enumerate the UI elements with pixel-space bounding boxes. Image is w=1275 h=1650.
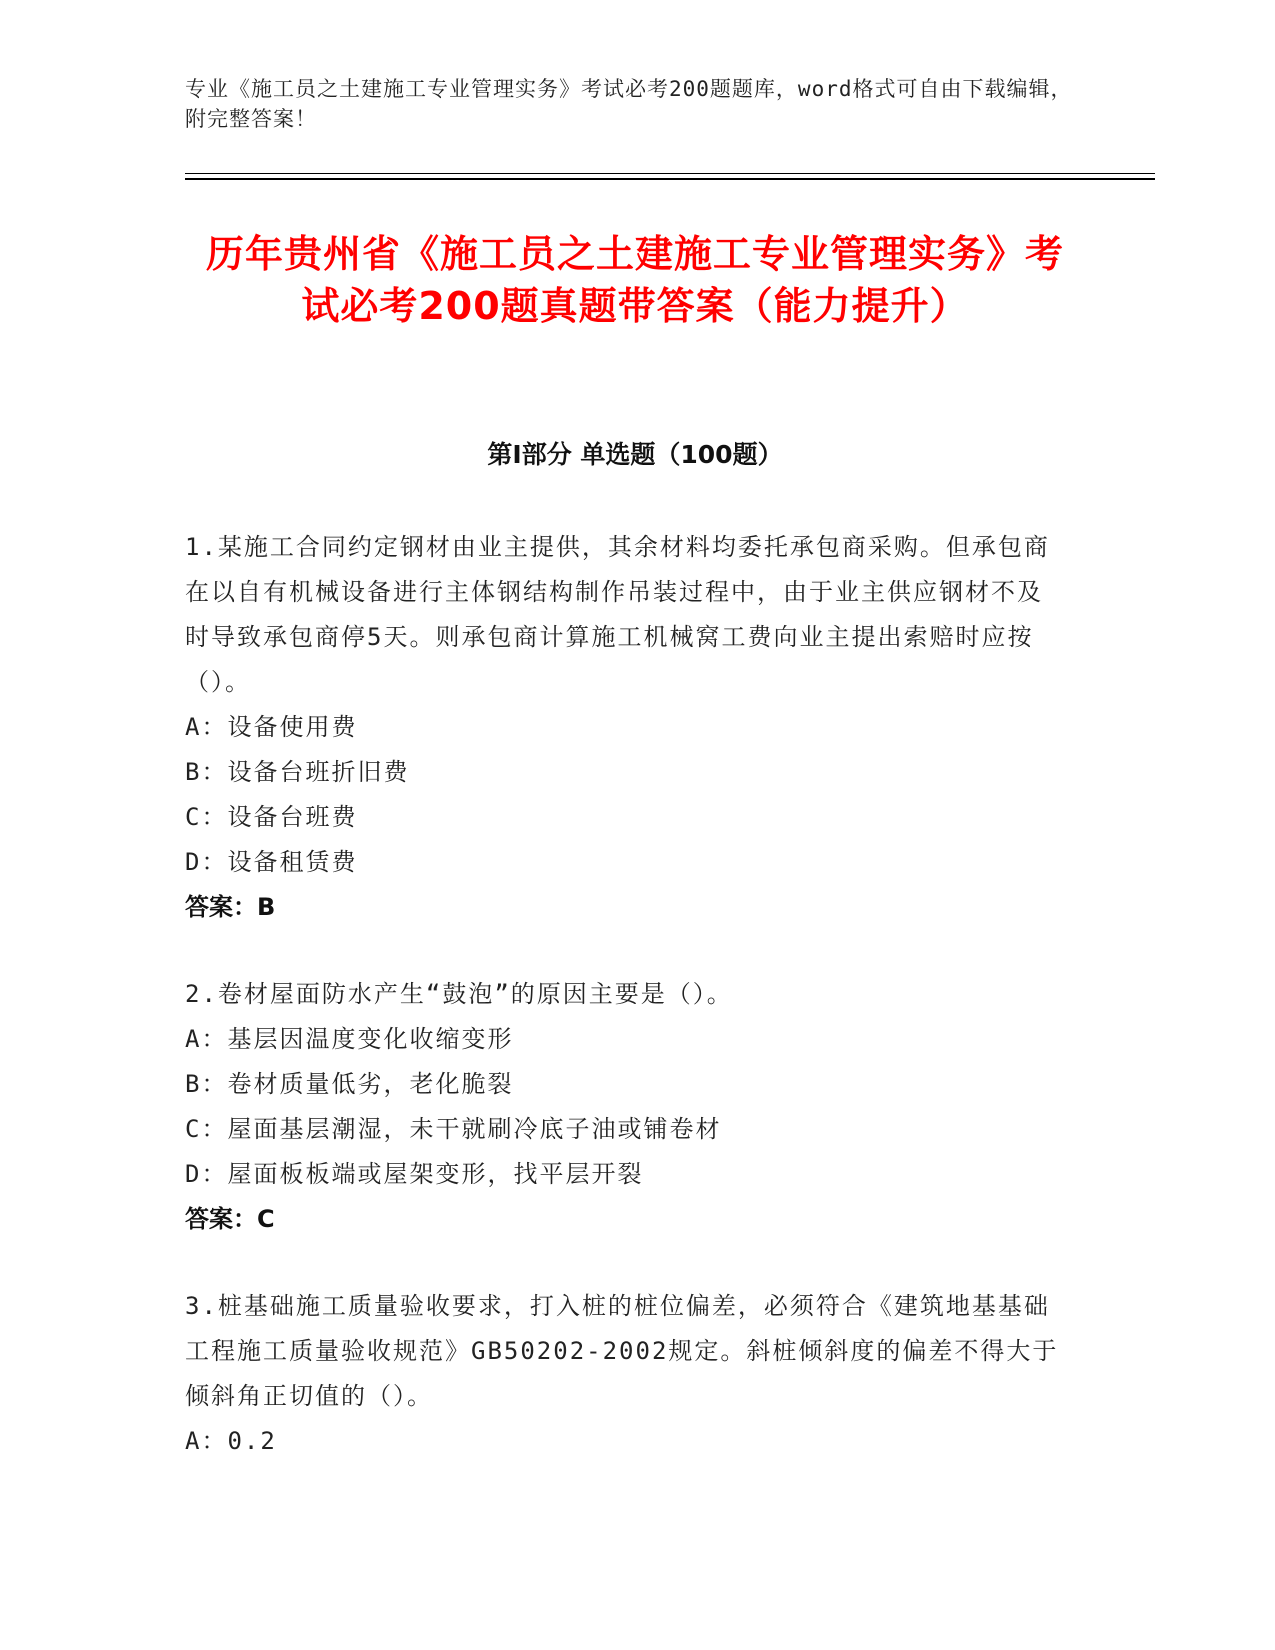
- header-divider-thick: [185, 178, 1155, 180]
- option-c: C：设备台班费: [185, 803, 358, 831]
- question-1: [185, 525, 1065, 930]
- document-title: 历年贵州省《施工员之土建施工专业管理实务》考试必考200题真题带答案（能力提升）: [205, 232, 1064, 328]
- option-b: B：卷材质量低劣，老化脆裂: [185, 1070, 514, 1098]
- option-a: A：基层因温度变化收缩变形: [185, 1025, 514, 1053]
- question-stem: 3.桩基础施工质量验收要求，打入桩的桩位偏差，必须符合《建筑地基基础工程施工质量验收规范》GB50202-2002规定。斜桩倾斜度的偏差不得大于倾斜角正切值的（）。: [185, 1292, 1059, 1410]
- option-d: D：设备租赁费: [185, 848, 358, 876]
- option-a: A：设备使用费: [185, 713, 358, 741]
- header-divider-thin: [185, 173, 1155, 174]
- header-note: 专业《施工员之土建施工专业管理实务》考试必考200题题库，word格式可自由下载编辑，附完整答案！: [185, 77, 1073, 131]
- option-c: C：屋面基层潮湿，未干就刷冷底子油或铺卷材: [185, 1115, 722, 1143]
- option-b: B：设备台班折旧费: [185, 758, 410, 786]
- section-heading: 第Ⅰ部分 单选题（100题）: [487, 440, 783, 469]
- question-stem: 1.某施工合同约定钢材由业主提供，其余材料均委托承包商采购。但承包商在以自有机械设备进行主体钢结构制作吊装过程中，由于业主供应钢材不及时导致承包商停5天。则承包商计算施工机械窝工费向业主提出索赔时应按（）。: [185, 533, 1050, 696]
- question-3: [185, 1284, 1065, 1464]
- question-2: [185, 972, 1065, 1242]
- option-a: A：0.2: [185, 1427, 277, 1455]
- option-d: D：屋面板板端或屋架变形，找平层开裂: [185, 1160, 644, 1188]
- answer-line: 答案：B: [185, 893, 276, 921]
- answer-line: 答案：C: [185, 1205, 275, 1233]
- question-list: [185, 525, 1065, 1506]
- question-stem: 2.卷材屋面防水产生“鼓泡”的原因主要是（）。: [185, 980, 733, 1008]
